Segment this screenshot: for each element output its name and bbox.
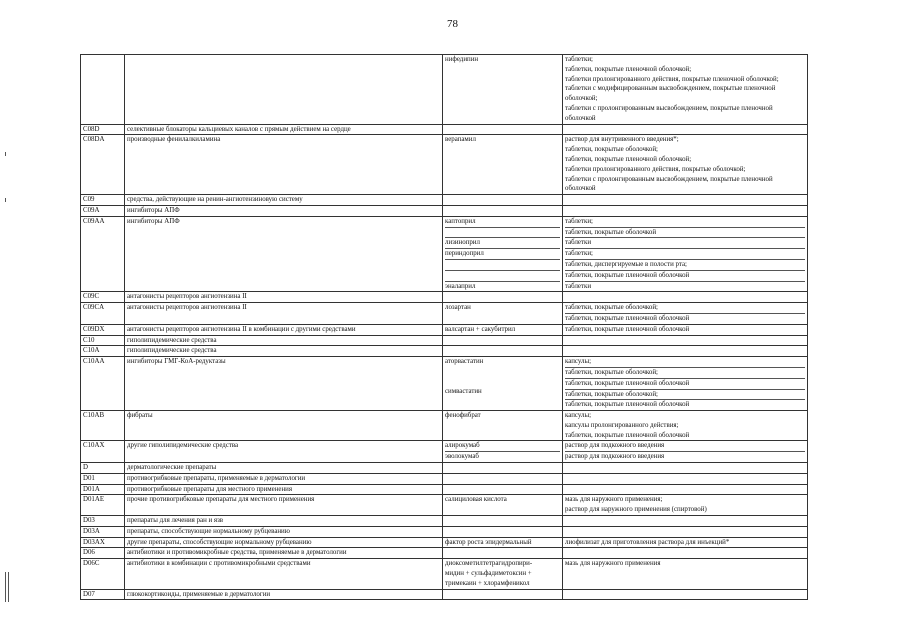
table-row bbox=[81, 441, 808, 463]
dosage-form-cell-line: таблетки, покрытые пленочной оболочкой bbox=[565, 325, 690, 333]
table-row bbox=[81, 463, 808, 474]
drug-name-cell bbox=[443, 346, 563, 357]
drug-name-cell-line bbox=[445, 114, 560, 124]
dosage-form-cell-line: таблетки, покрытые пленочной оболочкой; bbox=[565, 155, 692, 163]
atc-code-cell: D01 bbox=[81, 473, 125, 484]
drug-name-cell-line bbox=[445, 463, 560, 473]
dosage-form-cell-line bbox=[565, 569, 805, 579]
dosage-form-cell-line bbox=[565, 485, 805, 495]
drug-name-cell-line bbox=[445, 94, 560, 104]
drug-name-cell-line: аторвастатин bbox=[445, 358, 484, 366]
left-edge-mark bbox=[5, 198, 6, 202]
drug-name-cell-line: симвастатин bbox=[445, 387, 482, 395]
atc-code-cell bbox=[81, 55, 125, 125]
dosage-form-cell-line: капсулы; bbox=[565, 412, 591, 420]
drug-name-cell bbox=[443, 473, 563, 484]
drug-name-cell-line: периндоприл bbox=[445, 248, 560, 259]
dosage-form-cell-line: таблетки пролонгированного действия, покрытые оболочкой; bbox=[565, 165, 746, 173]
drug-name-cell-line bbox=[445, 184, 560, 194]
dosage-form-cell-line: таблетки, покрытые пленочной оболочкой bbox=[565, 378, 805, 389]
dosage-form-cell bbox=[563, 124, 808, 135]
dosage-form-cell-line: лиофилизат для приготовления раствора для инъекций* bbox=[565, 538, 730, 546]
dosage-form-cell bbox=[563, 195, 808, 206]
drug-name-cell-line bbox=[445, 145, 560, 155]
drug-name-cell bbox=[443, 463, 563, 474]
drug-name-cell-line: лозартан bbox=[445, 304, 471, 312]
group-name-cell: фибраты bbox=[125, 411, 443, 441]
drug-name-cell-line bbox=[445, 548, 560, 558]
drug-name-cell-line: салициловая кислота bbox=[445, 496, 507, 504]
atc-code-cell: C09CA bbox=[81, 303, 125, 325]
group-name-cell: глюкокортикоиды, применяемые в дерматологии bbox=[125, 589, 443, 600]
left-edge-mark bbox=[5, 152, 6, 156]
atc-code-cell: C09 bbox=[81, 195, 125, 206]
drug-name-cell bbox=[443, 335, 563, 346]
dosage-form-cell bbox=[563, 292, 808, 303]
dosage-form-cell bbox=[563, 205, 808, 216]
atc-code-cell: C09AA bbox=[81, 216, 125, 292]
drug-name-cell-line bbox=[445, 590, 560, 600]
drug-classification-table bbox=[80, 54, 808, 600]
dosage-form-cell bbox=[563, 55, 808, 125]
table-row bbox=[81, 473, 808, 484]
drug-name-cell-line bbox=[445, 155, 560, 165]
table-row bbox=[81, 335, 808, 346]
dosage-form-cell-line: раствор для подкожного введения bbox=[565, 442, 665, 450]
drug-name-cell-line bbox=[445, 421, 560, 431]
drug-name-cell-line bbox=[445, 516, 560, 526]
drug-name-cell bbox=[443, 526, 563, 537]
drug-name-cell-line bbox=[445, 431, 560, 441]
drug-name-cell-line bbox=[445, 485, 560, 495]
dosage-form-cell-line bbox=[565, 590, 805, 600]
table-row bbox=[81, 589, 808, 600]
dosage-form-cell-line bbox=[565, 336, 805, 346]
atc-code-cell: C10 bbox=[81, 335, 125, 346]
dosage-form-cell-line: раствор для внутривенного введения*; bbox=[565, 136, 679, 144]
atc-code-cell: C08D bbox=[81, 124, 125, 135]
dosage-form-cell-line: таблетки, покрытые пленочной оболочкой; bbox=[565, 65, 692, 73]
dosage-form-cell-line: капсулы; bbox=[565, 358, 591, 366]
atc-code-cell: C10AB bbox=[81, 411, 125, 441]
dosage-form-cell-line: таблетки с пролонгированным высвобождением, покрытые пленочной bbox=[565, 104, 773, 112]
drug-name-cell bbox=[443, 559, 563, 589]
drug-name-cell bbox=[443, 516, 563, 527]
drug-name-cell-line: лизиноприл bbox=[445, 237, 560, 248]
drug-name-cell-line bbox=[445, 270, 560, 281]
table-row bbox=[81, 559, 808, 589]
dosage-form-cell-line: таблетки с модифицированным высвобождением, покрытые пленочной bbox=[565, 85, 776, 93]
drug-name-cell-line: валсартан + сакубитрил bbox=[445, 325, 516, 333]
drug-name-cell-line: мидин + сульфадиметоксин + bbox=[445, 570, 532, 578]
group-name-cell: ингибиторы АПФ bbox=[125, 216, 443, 292]
drug-name-cell-line: фактор роста эпидермальный bbox=[445, 538, 532, 546]
dosage-form-cell-line: капсулы пролонгированного действия; bbox=[565, 421, 679, 429]
group-name-cell: производные фенилалкиламина bbox=[125, 135, 443, 195]
group-name-cell: препараты для лечения ран и язв bbox=[125, 516, 443, 527]
dosage-form-cell-line bbox=[565, 292, 805, 302]
drug-name-cell bbox=[443, 135, 563, 195]
table-row bbox=[81, 346, 808, 357]
table-row bbox=[81, 324, 808, 335]
drug-name-cell-line bbox=[445, 75, 560, 85]
drug-name-cell bbox=[443, 124, 563, 135]
group-name-cell: ингибиторы ГМГ-КоА-редуктазы bbox=[125, 357, 443, 411]
atc-code-cell: C10A bbox=[81, 346, 125, 357]
dosage-form-cell bbox=[563, 473, 808, 484]
dosage-form-cell bbox=[563, 346, 808, 357]
table-row bbox=[81, 124, 808, 135]
table-row bbox=[81, 216, 808, 292]
drug-name-cell-line bbox=[445, 292, 560, 302]
dosage-form-cell-line: таблетки, покрытые оболочкой bbox=[565, 227, 805, 238]
drug-name-cell-line: диоксометилтетрагидропири- bbox=[445, 560, 533, 568]
drug-name-cell-line bbox=[445, 346, 560, 356]
page-number: 78 bbox=[447, 18, 458, 30]
dosage-form-cell-line: оболочкой bbox=[565, 185, 596, 193]
dosage-form-cell-line: таблетки; bbox=[565, 56, 593, 63]
table-row bbox=[81, 357, 808, 411]
atc-code-cell: C09A bbox=[81, 205, 125, 216]
atc-code-cell: D01A bbox=[81, 484, 125, 495]
atc-code-cell: D03AX bbox=[81, 537, 125, 548]
drug-name-cell-line: тримекаин + хлорамфеникол bbox=[445, 579, 530, 587]
dosage-form-cell-line: мазь для наружного применения; bbox=[565, 496, 663, 504]
group-name-cell: антагонисты рецепторов ангиотензина II в комбинации с другими средствами bbox=[125, 324, 443, 335]
group-name-cell: ингибиторы АПФ bbox=[125, 205, 443, 216]
drug-name-cell-line bbox=[445, 125, 560, 135]
dosage-form-cell bbox=[563, 216, 808, 292]
drug-name-cell bbox=[443, 216, 563, 292]
dosage-form-cell-line: таблетки; bbox=[565, 248, 805, 259]
dosage-form-cell-line: таблетки bbox=[565, 281, 805, 292]
table-row bbox=[81, 135, 808, 195]
dosage-form-cell-line bbox=[565, 548, 805, 558]
dosage-form-cell bbox=[563, 324, 808, 335]
drug-name-cell-line: каптоприл bbox=[445, 217, 476, 225]
drug-name-cell-line: эволокумаб bbox=[445, 451, 560, 462]
drug-name-cell-line bbox=[445, 175, 560, 185]
drug-name-cell bbox=[443, 292, 563, 303]
drug-name-cell bbox=[443, 537, 563, 548]
dosage-form-cell-line: таблетки bbox=[565, 237, 805, 248]
dosage-form-cell-line bbox=[565, 463, 805, 473]
drug-name-cell-line bbox=[445, 195, 560, 205]
atc-code-cell: C09C bbox=[81, 292, 125, 303]
dosage-form-cell-line: таблетки, покрытые оболочкой; bbox=[565, 146, 658, 154]
drug-name-cell bbox=[443, 495, 563, 516]
dosage-form-cell-line: таблетки; bbox=[565, 217, 593, 225]
dosage-form-cell bbox=[563, 135, 808, 195]
drug-name-cell-line: верапамил bbox=[445, 136, 476, 144]
dosage-form-cell bbox=[563, 411, 808, 441]
dosage-form-cell bbox=[563, 548, 808, 559]
drug-name-cell-line: эналаприл bbox=[445, 281, 560, 292]
group-name-cell: антагонисты рецепторов ангиотензина II bbox=[125, 303, 443, 325]
group-name-cell: препараты, способствующие нормальному рубцеванию bbox=[125, 526, 443, 537]
dosage-form-cell bbox=[563, 516, 808, 527]
drug-name-cell-line: нифедипин bbox=[445, 56, 479, 63]
dosage-form-cell-line bbox=[565, 527, 805, 537]
dosage-form-cell bbox=[563, 526, 808, 537]
atc-code-cell: C10AA bbox=[81, 357, 125, 411]
dosage-form-cell-line: таблетки, покрытые пленочной оболочкой bbox=[565, 270, 805, 281]
table-row bbox=[81, 495, 808, 516]
atc-code-cell: D bbox=[81, 463, 125, 474]
drug-name-cell bbox=[443, 195, 563, 206]
drug-name-cell-line bbox=[445, 104, 560, 114]
atc-code-cell: C08DA bbox=[81, 135, 125, 195]
dosage-form-cell-line: таблетки, покрытые пленочной оболочкой bbox=[565, 399, 805, 410]
dosage-form-cell-line: таблетки с пролонгированным высвобождением, покрытые пленочной bbox=[565, 175, 773, 183]
dosage-form-cell-line: таблетки, покрытые пленочной оболочкой bbox=[565, 313, 805, 324]
dosage-form-cell-line bbox=[565, 474, 805, 484]
group-name-cell: гиполипидемические средства bbox=[125, 346, 443, 357]
drug-name-cell bbox=[443, 411, 563, 441]
left-edge-mark bbox=[8, 572, 9, 602]
group-name-cell: гиполипидемические средства bbox=[125, 335, 443, 346]
drug-name-cell bbox=[443, 357, 563, 411]
group-name-cell: средства, действующие на ренин-ангиотензиновую систему bbox=[125, 195, 443, 206]
dosage-form-cell-line: таблетки, диспергируемые в полости рта; bbox=[565, 259, 805, 270]
drug-name-cell-line bbox=[445, 474, 560, 484]
table-row bbox=[81, 516, 808, 527]
table-row bbox=[81, 205, 808, 216]
drug-name-cell bbox=[443, 324, 563, 335]
drug-name-cell-line bbox=[445, 313, 560, 323]
left-edge-mark bbox=[5, 572, 6, 602]
dosage-form-cell-line: раствор для наружного применения (спиртовой) bbox=[565, 506, 707, 514]
group-name-cell: дерматологические препараты bbox=[125, 463, 443, 474]
drug-name-cell-line bbox=[445, 377, 560, 387]
table-row bbox=[81, 548, 808, 559]
atc-code-cell: D07 bbox=[81, 589, 125, 600]
drug-name-cell bbox=[443, 441, 563, 463]
atc-code-cell: D03A bbox=[81, 526, 125, 537]
drug-name-cell bbox=[443, 205, 563, 216]
atc-code-cell: C10AX bbox=[81, 441, 125, 463]
group-name-cell: антибиотики в комбинации с противомикробными средствами bbox=[125, 559, 443, 589]
table-row bbox=[81, 526, 808, 537]
dosage-form-cell-line: оболочкой; bbox=[565, 95, 598, 103]
group-name-cell bbox=[125, 55, 443, 125]
group-name-cell: противогрибковые препараты для местного применения bbox=[125, 484, 443, 495]
drug-name-cell-line bbox=[445, 336, 560, 346]
dosage-form-cell-line: раствор для подкожного введения bbox=[565, 451, 805, 462]
dosage-form-cell-line: таблетки, покрытые оболочкой; bbox=[565, 304, 658, 312]
dosage-form-cell-line bbox=[565, 579, 805, 589]
drug-name-cell-line: фенофибрат bbox=[445, 412, 481, 420]
drug-name-cell-line: алирокумаб bbox=[445, 442, 480, 450]
drug-name-cell-line bbox=[445, 367, 560, 377]
table-row bbox=[81, 411, 808, 441]
dosage-form-cell bbox=[563, 537, 808, 548]
table-row bbox=[81, 195, 808, 206]
drug-name-cell-line bbox=[445, 206, 560, 216]
drug-name-cell bbox=[443, 484, 563, 495]
dosage-form-cell bbox=[563, 441, 808, 463]
drug-name-cell-line bbox=[445, 396, 560, 406]
dosage-form-cell bbox=[563, 495, 808, 516]
dosage-form-cell-line: таблетки пролонгированного действия, покрытые пленочной оболочкой; bbox=[565, 75, 779, 83]
drug-name-cell bbox=[443, 548, 563, 559]
dosage-form-cell-line: мазь для наружного применения bbox=[565, 560, 661, 568]
group-name-cell: антибиотики и противомикробные средства, применяемые в дерматологии bbox=[125, 548, 443, 559]
group-name-cell: другие препараты, способствующие нормальному рубцеванию bbox=[125, 537, 443, 548]
table-row bbox=[81, 292, 808, 303]
drug-name-cell-line bbox=[445, 65, 560, 75]
table-row bbox=[81, 303, 808, 325]
drug-name-cell-line bbox=[445, 527, 560, 537]
dosage-form-cell-line bbox=[565, 195, 805, 205]
dosage-form-cell-line bbox=[565, 125, 805, 135]
group-name-cell: противогрибковые препараты, применяемые в дерматологии bbox=[125, 473, 443, 484]
dosage-form-cell-line: таблетки, покрытые оболочкой; bbox=[565, 367, 805, 378]
atc-code-cell: D03 bbox=[81, 516, 125, 527]
dosage-form-cell-line bbox=[565, 346, 805, 356]
drug-name-cell bbox=[443, 55, 563, 125]
table-row bbox=[81, 55, 808, 125]
dosage-form-cell bbox=[563, 357, 808, 411]
dosage-form-cell bbox=[563, 303, 808, 325]
drug-name-cell bbox=[443, 303, 563, 325]
drug-name-cell-line bbox=[445, 259, 560, 270]
atc-code-cell: D06 bbox=[81, 548, 125, 559]
dosage-form-cell-line bbox=[565, 516, 805, 526]
table-row bbox=[81, 537, 808, 548]
dosage-form-cell-line: таблетки, покрытые пленочной оболочкой bbox=[565, 431, 690, 439]
drug-name-cell bbox=[443, 589, 563, 600]
drug-name-cell-line bbox=[445, 84, 560, 94]
group-name-cell: другие гиполипидемические средства bbox=[125, 441, 443, 463]
atc-code-cell: D06C bbox=[81, 559, 125, 589]
dosage-form-cell-line bbox=[565, 206, 805, 216]
dosage-form-cell bbox=[563, 335, 808, 346]
drug-name-cell-line bbox=[445, 505, 560, 515]
dosage-form-cell bbox=[563, 484, 808, 495]
group-name-cell: прочие противогрибковые препараты для местного применения bbox=[125, 495, 443, 516]
group-name-cell: селективные блокаторы кальциевых каналов с прямым действием на сердце bbox=[125, 124, 443, 135]
atc-code-cell: D01AE bbox=[81, 495, 125, 516]
dosage-form-cell bbox=[563, 463, 808, 474]
group-name-cell: антагонисты рецепторов ангиотензина II bbox=[125, 292, 443, 303]
drug-name-cell-line bbox=[445, 227, 560, 238]
dosage-form-cell-line: таблетки, покрытые оболочкой; bbox=[565, 389, 805, 400]
dosage-form-cell bbox=[563, 589, 808, 600]
dosage-form-cell-line: оболочкой bbox=[565, 114, 596, 122]
table-row bbox=[81, 484, 808, 495]
drug-name-cell-line bbox=[445, 165, 560, 175]
atc-code-cell: C09DX bbox=[81, 324, 125, 335]
dosage-form-cell bbox=[563, 559, 808, 589]
